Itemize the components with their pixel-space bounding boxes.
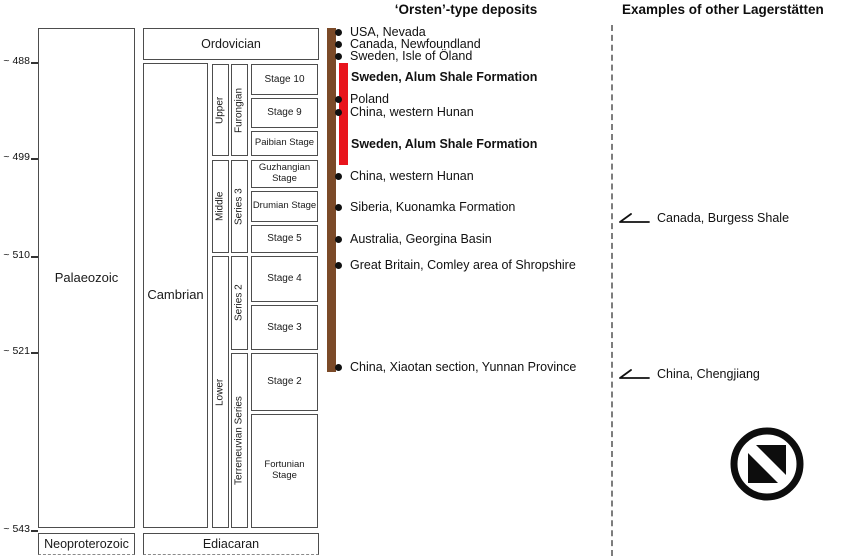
- deposit-label: Poland: [350, 92, 389, 106]
- age-tick-label: ~ 499: [3, 151, 30, 163]
- bullet-icon: [335, 262, 342, 269]
- orsten-deposits-title: ‘Orsten’-type deposits: [394, 2, 538, 17]
- age-tick-mark: [31, 158, 38, 160]
- age-tick-label: ~ 543: [3, 523, 30, 535]
- lagerstatten-label: Canada, Burgess Shale: [657, 211, 790, 225]
- timescale-box-series-3: Series 3: [231, 160, 248, 253]
- timescale-box-upper: Upper: [212, 64, 229, 156]
- timescale-box-ordovician: Ordovician: [143, 28, 319, 60]
- timescale-box-fortunian: Fortunian Stage: [251, 414, 318, 528]
- timescale-box-lower: Lower: [212, 256, 229, 528]
- timescale-box-neoproterozoic: Neoproterozoic: [38, 533, 135, 555]
- deposit-label: China, western Hunan: [350, 169, 474, 183]
- bullet-icon: [335, 364, 342, 371]
- deposit-label: Canada, Newfoundland: [350, 37, 481, 51]
- timescale-box-palaeozoic: Palaeozoic: [38, 28, 135, 528]
- timescale-box-terreneuvian: Terreneuvian Series: [231, 353, 248, 528]
- deposit-label: China, western Hunan: [350, 105, 474, 119]
- deposit-item: [335, 360, 576, 374]
- deposit-item: [335, 92, 389, 106]
- timescale-box-drumian: Drumian Stage: [251, 191, 318, 222]
- timescale-box-stage-2: Stage 2: [251, 353, 318, 411]
- timescale-box-stage-4: Stage 4: [251, 256, 318, 302]
- timescale-box-ediacaran: Ediacaran: [143, 533, 319, 555]
- deposit-item: [335, 49, 472, 63]
- deposit-label: Sweden, Alum Shale Formation: [351, 70, 538, 84]
- age-tick-mark: [31, 256, 38, 258]
- timescale-box-guzhangian: Guzhangian Stage: [251, 160, 318, 188]
- deposit-label: Sweden, Isle of Öland: [350, 49, 473, 63]
- age-tick-label: ~ 521: [3, 345, 30, 357]
- timescale-box-stage-3: Stage 3: [251, 305, 318, 350]
- age-tick-mark: [31, 352, 38, 354]
- bullet-icon: [335, 96, 342, 103]
- deposit-label: Siberia, Kuonamka Formation: [350, 200, 516, 214]
- deposit-item: [335, 232, 492, 246]
- lagerstatten-item: [618, 211, 789, 225]
- timescale-box-stage-5: Stage 5: [251, 225, 318, 253]
- bullet-icon: [335, 29, 342, 36]
- lagerstatten-title: Examples of other Lagerstätten: [622, 2, 824, 17]
- age-tick-label: ~ 488: [3, 55, 30, 67]
- timescale-box-stage-9: Stage 9: [251, 98, 318, 128]
- timescale-box-series-2: Series 2: [231, 256, 248, 350]
- age-tick-label: ~ 510: [3, 249, 30, 261]
- age-tick-mark: [31, 530, 38, 532]
- left-arrow-icon: [618, 211, 650, 225]
- deposit-item: [335, 200, 515, 214]
- bullet-icon: [335, 173, 342, 180]
- bullet-icon: [335, 204, 342, 211]
- publisher-logo-icon: [727, 424, 807, 504]
- left-arrow-icon: [618, 367, 650, 381]
- timescale-box-paibian: Paibian Stage: [251, 131, 318, 156]
- deposit-label: China, Xiaotan section, Yunnan Province: [350, 360, 577, 374]
- bullet-icon: [335, 53, 342, 60]
- timescale-box-cambrian: Cambrian: [143, 63, 208, 528]
- deposit-item: [335, 105, 474, 119]
- timescale-box-furongian: Furongian: [231, 64, 248, 156]
- bullet-icon: [335, 41, 342, 48]
- bullet-icon: [335, 109, 342, 116]
- timescale-box-middle: Middle: [212, 160, 229, 253]
- deposit-label: Great Britain, Comley area of Shropshire: [350, 258, 576, 272]
- deposit-item: [351, 137, 537, 151]
- deposit-item: [335, 169, 474, 183]
- deposit-item: [351, 70, 537, 84]
- timescale-box-stage-10: Stage 10: [251, 64, 318, 95]
- deposit-label: Australia, Georgina Basin: [350, 232, 492, 246]
- age-tick-mark: [31, 62, 38, 64]
- deposit-item: [335, 258, 576, 272]
- lagerstatten-label: China, Chengjiang: [657, 367, 760, 381]
- deposit-label: Sweden, Alum Shale Formation: [351, 137, 538, 151]
- deposit-label: USA, Nevada: [350, 25, 426, 39]
- lagerstatten-item: [618, 367, 760, 381]
- dashed-separator-line: [611, 25, 613, 556]
- bullet-icon: [335, 236, 342, 243]
